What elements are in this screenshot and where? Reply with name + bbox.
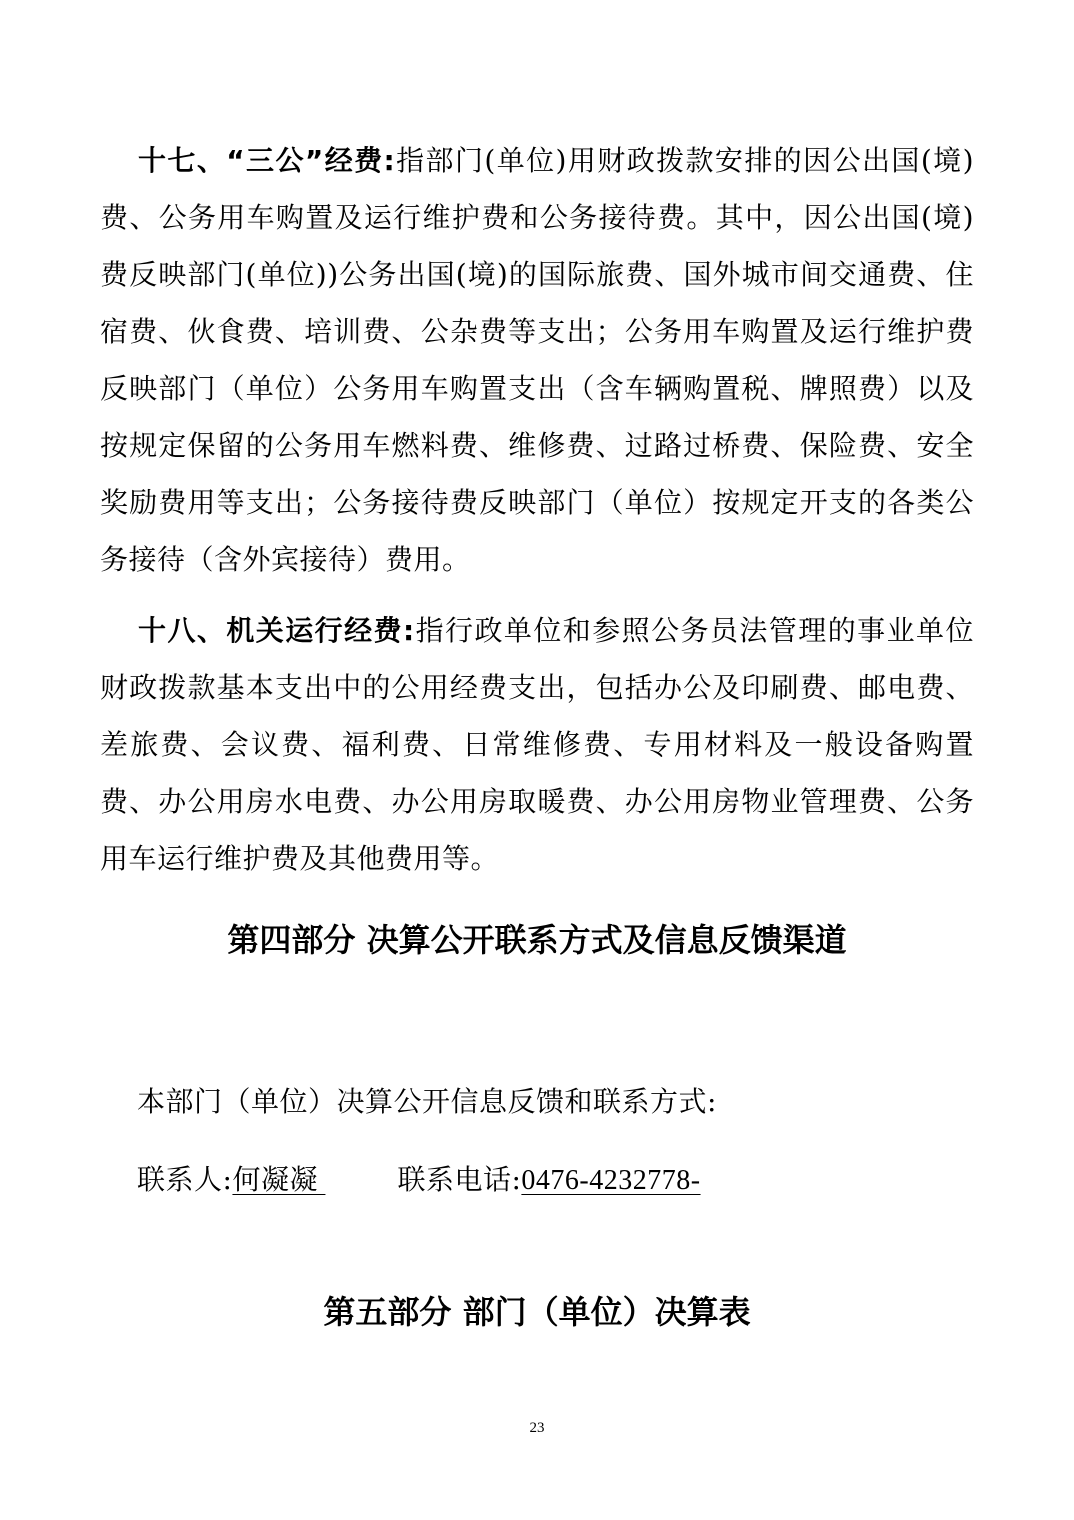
paragraph-section-18 — [100, 602, 974, 887]
paragraph-section-17 — [100, 132, 974, 588]
definition-three-public-expenses: 指部门(单位)用财政拨款安排的因公出国(境)费、公务用车购置及运行维护费和公务接待费。其中，因公出国(境)费反映部门(单位))公务出国(境)的国际旅费、国外城市间交通费、住宿费、伙食费、培训费、公杂费等支出；公务用车购置及运行维护费反映部门（单位）公务用车购置支出（含车辆购置税、牌照费）以及按规定保留的公务用车燃料费、维修费、过路过桥费、保险费、安全奖励费用等支出；公务接待费反映部门（单位）按规定开支的各类公务接待（含外宾接待）费用。 — [100, 144, 974, 576]
contact-phone-label: 联系电话: — [397, 1163, 522, 1196]
term-agency-operating-expenses: 十八、机关运行经费: — [138, 614, 415, 647]
contact-person-label: 联系人: — [137, 1163, 233, 1196]
contact-person-name: 何凝凝 — [232, 1165, 326, 1196]
contact-phone-number: 0476-4232778- — [521, 1165, 701, 1196]
contact-row — [137, 1160, 701, 1201]
part-4-heading: 第四部分 决算公开联系方式及信息反馈渠道 — [227, 921, 847, 959]
part-5-heading: 第五部分 部门（单位）决算表 — [323, 1293, 751, 1331]
page-number: 23 — [529, 1420, 545, 1436]
contact-intro: 本部门（单位）决算公开信息反馈和联系方式: — [137, 1085, 717, 1118]
definition-agency-operating-expenses: 指行政单位和参照公务员法管理的事业单位财政拨款基本支出中的公用经费支出，包括办公及印刷费、邮电费、差旅费、会议费、福利费、日常维修费、专用材料及一般设备购置费、办公用房水电费、办公用房取暖费、办公用房物业管理费、公务用车运行维护费及其他费用等。 — [100, 614, 974, 875]
term-three-public-expenses: 十七、“三公”经费: — [138, 144, 396, 177]
